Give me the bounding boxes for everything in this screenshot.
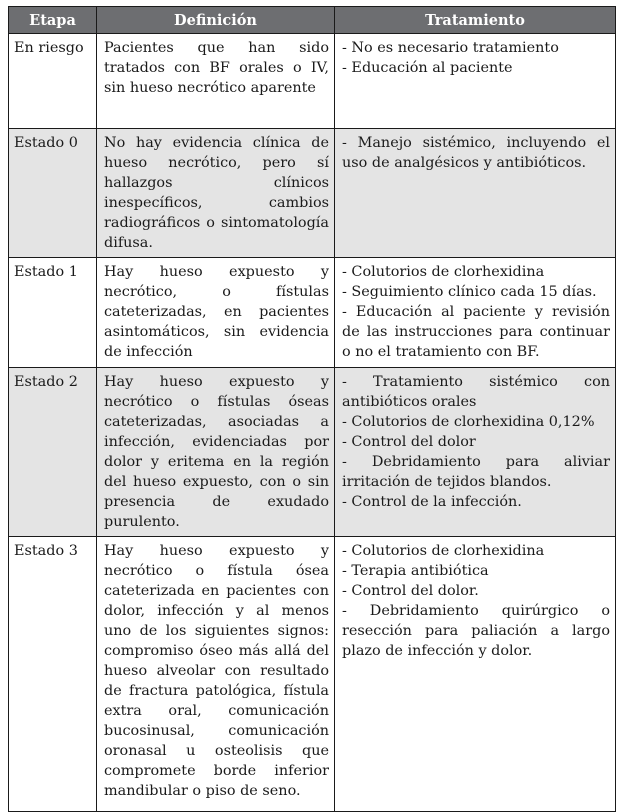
definition-cell: Hay hueso expuesto y necrótico o fístulas óseas cateterizadas, asociadas a infección, evidenciadas por dolor y eritema en la región del hueso expuesto, con o sin presencia de exudado purulento. (97, 368, 335, 537)
stage-cell: Estado 0 (9, 129, 97, 258)
treatment-item: - Debridamiento quirúrgico o resección para paliación a largo plazo de infección y dolor. (342, 603, 610, 659)
table-row (9, 34, 616, 129)
treatment-cell (335, 537, 616, 812)
treatment-item: - Educación al paciente y revisión de las instrucciones para continuar o no el tratamiento con BF. (342, 304, 610, 360)
staging-table (8, 6, 616, 812)
treatment-item: - Control del dolor (342, 434, 476, 450)
treatment-item: - Colutorios de clorhexidina (342, 264, 545, 280)
treatment-cell (335, 258, 616, 368)
treatment-item: - Seguimiento clínico cada 15 días. (342, 284, 597, 300)
treatment-item: - Manejo sistémico, incluyendo el uso de analgésicos y antibióticos. (342, 135, 610, 171)
definition-cell: Pacientes que han sido tratados con BF orales o IV, sin hueso necrótico aparente (97, 34, 335, 129)
stage-cell: Estado 2 (9, 368, 97, 537)
treatment-cell (335, 368, 616, 537)
stage-cell: Estado 3 (9, 537, 97, 812)
stage-cell: En riesgo (9, 34, 97, 129)
table-row (9, 368, 616, 537)
stage-cell: Estado 1 (9, 258, 97, 368)
treatment-cell (335, 34, 616, 129)
treatment-item: - Colutorios de clorhexidina 0,12% (342, 414, 595, 430)
definition-cell: Hay hueso expuesto y necrótico, o fístulas cateterizadas, en pacientes asintomáticos, sin evidencia de infección (97, 258, 335, 368)
treatment-item: - Tratamiento sistémico con antibióticos orales (342, 374, 610, 410)
header-etapa: Etapa (9, 7, 97, 34)
header-tratamiento: Tratamiento (335, 7, 616, 34)
treatment-item: - Control del dolor. (342, 583, 479, 599)
treatment-cell (335, 129, 616, 258)
header-definicion: Definición (97, 7, 335, 34)
definition-cell: Hay hueso expuesto y necrótico o fístula ósea cateterizada en pacientes con dolor, infección y al menos uno de los siguientes signos: compromiso óseo más allá del hueso alveolar con resultado de fractura patológica, fístula extra oral, comunicación bucosinusal, comunicación oronasal u osteolisis que compromete borde inferior mandibular o piso de seno. (97, 537, 335, 812)
definition-cell: No hay evidencia clínica de hueso necrótico, pero sí hallazgos clínicos inespecíficos, cambios radiográficos o sintomatología difusa. (97, 129, 335, 258)
table-row (9, 258, 616, 368)
staging-table-container (8, 6, 615, 812)
treatment-item: - Debridamiento para aliviar irritación de tejidos blandos. (342, 454, 610, 490)
treatment-item: - Colutorios de clorhexidina (342, 543, 545, 559)
treatment-item: - Educación al paciente (342, 60, 513, 76)
header-row (9, 7, 616, 34)
treatment-item: - Terapia antibiótica (342, 563, 489, 579)
table-row (9, 129, 616, 258)
table-row (9, 537, 616, 812)
treatment-item: - Control de la infección. (342, 494, 522, 510)
treatment-item: - No es necesario tratamiento (342, 40, 559, 56)
